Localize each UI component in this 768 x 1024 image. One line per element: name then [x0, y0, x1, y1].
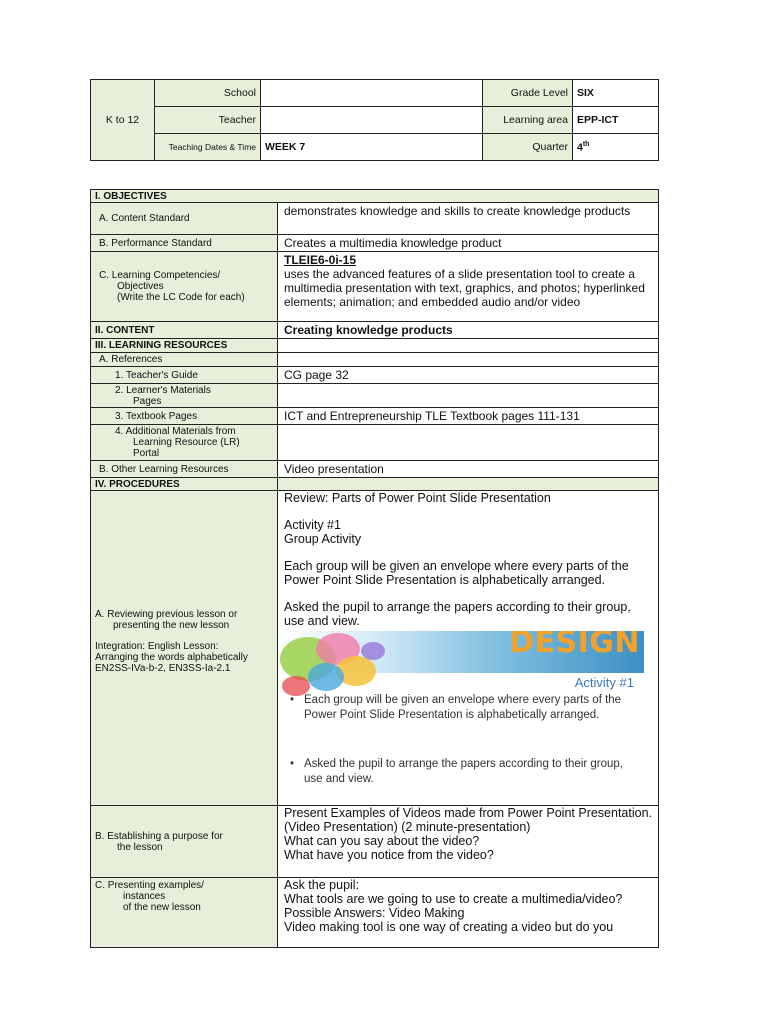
learning-resources-heading: III. LEARNING RESOURCES [91, 339, 278, 353]
slide-activity: Activity #1 [574, 675, 634, 690]
slide-title: DESIGN [509, 631, 640, 660]
performance-standard-label: B. Performance Standard [91, 235, 278, 252]
quarter-label: Quarter [483, 134, 573, 161]
learning-area-label: Learning area [483, 107, 573, 134]
k-to-12-label: K to 12 [91, 80, 155, 161]
learners-materials-label: 2. Learner's Materials Pages [91, 384, 278, 408]
other-resources-value: Video presentation [278, 461, 659, 478]
teaching-dates-value: WEEK 7 [261, 134, 483, 161]
other-resources-label: B. Other Learning Resources [91, 461, 278, 478]
additional-materials-label: 4. Additional Materials from Learning Resource (LR) Portal [91, 425, 278, 461]
header-table [90, 79, 659, 161]
envelope-instruction: Each group will be given an envelope where every parts of the Power Point Slide Presentation is alphabetically arranged. [284, 559, 629, 587]
school-label: School [155, 80, 261, 107]
content-value: Creating knowledge products [278, 322, 659, 339]
procedures-heading: IV. PROCEDURES [91, 478, 278, 491]
procedure-a-label: A. Reviewing previous lesson or presenting the new lesson Integration: English Lesson: Arranging the words alphabetically EN2SS-IVa-b-2, EN3SS-Ia-2.1 [91, 491, 278, 806]
slide-bullet-2: • Asked the pupil to arrange the papers according to their group, use and view. [290, 758, 624, 785]
slide-bullet-1: • Each group will be given an envelope where every parts of the Power Point Slide Presentation is alphabetically arranged. [290, 694, 622, 721]
learners-materials-value [278, 384, 659, 408]
teaching-dates-label: Teaching Dates & Time [155, 134, 261, 161]
learning-resources-empty [278, 339, 659, 353]
abstract-graphic-icon [278, 631, 388, 701]
learning-competencies-value [278, 252, 659, 322]
review-text: Review: Parts of Power Point Slide Presentation [284, 491, 551, 505]
objectives-heading: I. OBJECTIVES [91, 190, 659, 203]
content-standard-value: demonstrates knowledge and skills to create knowledge products [278, 203, 659, 235]
teacher-label: Teacher [155, 107, 261, 134]
grade-level-label: Grade Level [483, 80, 573, 107]
procedures-heading-empty [278, 478, 659, 491]
lesson-plan-table [90, 189, 659, 948]
quarter-value: 4th [573, 134, 659, 161]
procedure-c-content: Ask the pupil: What tools are we going to use to create a multimedia/video? Possible Answers: Video Making Video making tool is one way of creating a video but do you [278, 878, 659, 948]
design-slide-image [278, 631, 644, 791]
procedure-c-label: C. Presenting examples/ instances of the new lesson [91, 878, 278, 948]
procedure-b-label: B. Establishing a purpose for the lesson [91, 806, 278, 878]
teachers-guide-label: 1. Teacher's Guide [91, 367, 278, 384]
lc-code: TLEIE6-0i-15 [284, 253, 357, 267]
teachers-guide-value: CG page 32 [278, 367, 659, 384]
teacher-value [261, 107, 483, 134]
performance-standard-value: Creates a multimedia knowledge product [278, 235, 659, 252]
learning-area-value: EPP-ICT [573, 107, 659, 134]
additional-materials-value [278, 425, 659, 461]
textbook-pages-label: 3. Textbook Pages [91, 408, 278, 425]
group-activity-label: Group Activity [284, 532, 362, 546]
activity-label: Activity #1 [284, 518, 341, 532]
references-value [278, 353, 659, 367]
references-label: A. References [91, 353, 278, 367]
content-standard-label: A. Content Standard [91, 203, 278, 235]
content-heading: II. CONTENT [91, 322, 278, 339]
procedure-b-content: Present Examples of Videos made from Power Point Presentation. (Video Presentation) (2 minute-presentation) What can you say about the video? What have you notice from the video? [278, 806, 659, 878]
procedure-a-content [278, 491, 659, 806]
textbook-pages-value: ICT and Entrepreneurship TLE Textbook pages 111-131 [278, 408, 659, 425]
competency-text: uses the advanced features of a slide presentation tool to create a multimedia presentation with text, graphics, and photos; hyperlinked elements; animation; and embedded audio and/or video [284, 267, 645, 309]
arrange-instruction: Asked the pupil to arrange the papers according to their group, use and view. [284, 600, 631, 628]
school-value [261, 80, 483, 107]
grade-level-value: SIX [573, 80, 659, 107]
learning-competencies-label: C. Learning Competencies/ Objectives (Write the LC Code for each) [91, 252, 278, 322]
